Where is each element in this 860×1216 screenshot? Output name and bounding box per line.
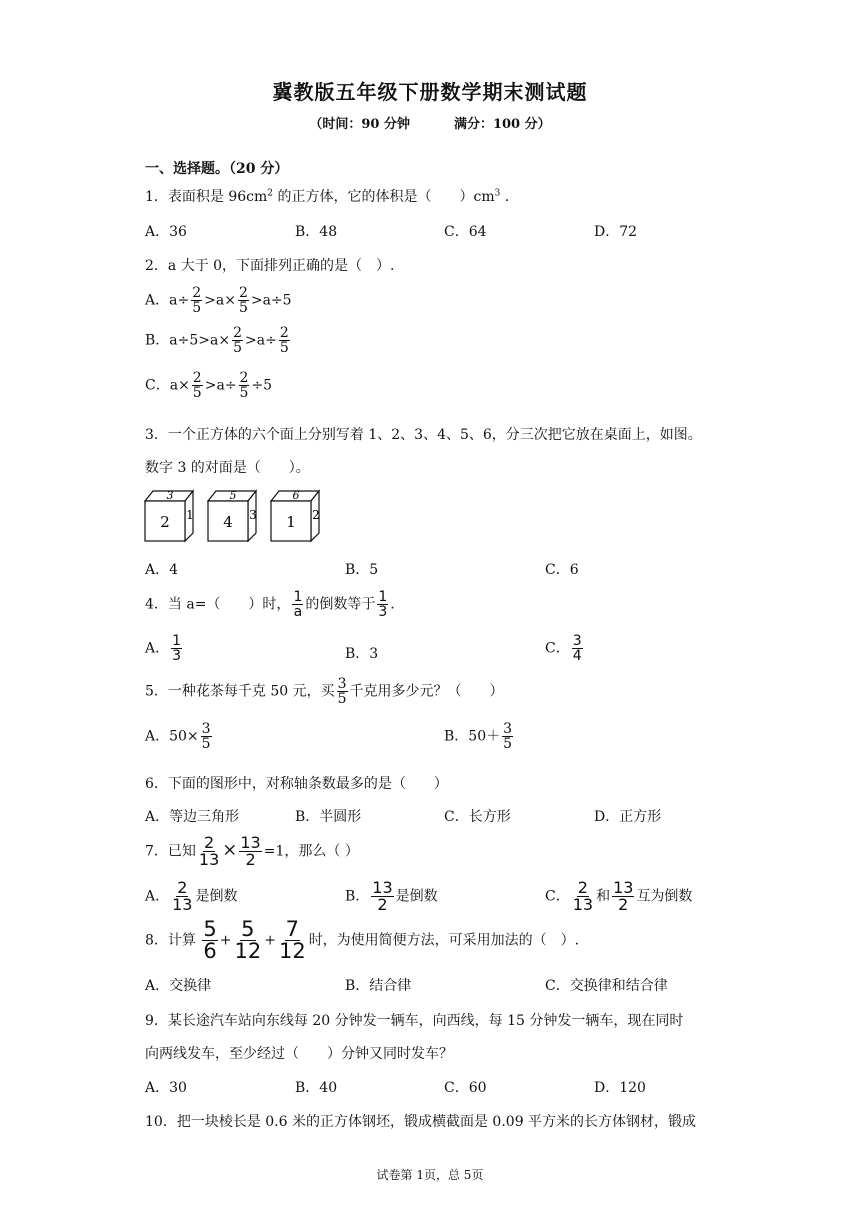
q2-option-b[interactable] — [145, 326, 292, 355]
q3-option-b[interactable]: B．5 — [345, 562, 379, 578]
fraction: $\frac{2}{13}$ — [198, 833, 220, 869]
q4-stem: 的倒数等于 — [305, 596, 376, 613]
q6-option-d[interactable]: D．正方形 — [594, 809, 662, 825]
fraction: $\frac{2}{5}$ — [233, 325, 243, 356]
fraction: $\frac{2}{5}$ — [192, 370, 202, 401]
fraction: $\frac{5}{6}$ — [203, 917, 217, 963]
q8-option-b[interactable]: B．结合律 — [345, 978, 412, 994]
q9-option-d[interactable]: D．120 — [594, 1080, 646, 1096]
exam-info — [0, 113, 860, 132]
cube-side-number: 1 — [186, 508, 194, 522]
option-text: ÷5 — [251, 377, 273, 394]
fraction: $\frac{13}{2}$ — [240, 833, 261, 869]
option-text: 是倒数 — [395, 888, 438, 905]
plus-sign: + — [219, 932, 232, 949]
question-10: 10．把一块棱长是 0.6 米的正方体钢坯，锻成横截面是 0.09 平方米的长方体钢材，锻成 — [145, 1114, 697, 1130]
fraction: $\frac{2}{5}$ — [192, 285, 202, 316]
q9-option-a[interactable]: A．30 — [145, 1080, 187, 1096]
question-2: 2．a 大于 0，下面排列正确的是（ ）. — [145, 258, 395, 274]
question-9-line1: 9．某长途汽车站向东线每 20 分钟发一辆车，向西线，每 15 分钟发一辆车，现在同时 — [145, 1013, 684, 1029]
fraction: $\frac{3}{5}$ — [503, 721, 513, 752]
option-label: A． — [145, 640, 170, 657]
q6-option-b[interactable]: B．半圆形 — [295, 809, 362, 825]
option-text: >a÷5 — [250, 292, 292, 309]
q8-option-a[interactable]: A．交换律 — [145, 978, 212, 994]
time-limit: （时间：90 分钟 — [309, 117, 410, 132]
q2-option-a[interactable] — [145, 286, 292, 315]
times-sign: × — [222, 839, 238, 861]
q1-sup: 3 — [494, 188, 501, 199]
q4-stem: . — [390, 596, 395, 613]
q7-stem: =1，那么（ ） — [263, 843, 359, 860]
q5-option-b[interactable] — [444, 722, 515, 751]
q7-option-c[interactable] — [545, 880, 692, 913]
q1-option-a[interactable]: A．36 — [145, 224, 187, 240]
q1-option-c[interactable]: C．64 — [444, 224, 487, 240]
q5-stem: 5．一种花茶每千克 50 元，买 — [145, 683, 335, 700]
question-9-line2: 向两线发车，至少经过（ ）分钟又同时发车？ — [145, 1046, 453, 1062]
q8-stem: 时，为使用简便方法，可采用加法的（ ）. — [308, 932, 580, 949]
question-5 — [145, 677, 504, 706]
fraction: $\frac{5}{12}$ — [234, 917, 262, 963]
q7-option-a[interactable] — [145, 880, 237, 913]
option-text: >a÷ — [204, 377, 237, 394]
question-4 — [145, 590, 395, 619]
cube-figures — [140, 485, 340, 545]
cube-top-number: 6 — [292, 489, 300, 502]
option-text: >a× — [204, 292, 236, 309]
q5-option-a[interactable] — [145, 722, 214, 751]
question-3-line2: 数字 3 的对面是（ ）。 — [145, 460, 310, 476]
q6-option-a[interactable]: A．等边三角形 — [145, 809, 240, 825]
q6-option-c[interactable]: C．长方形 — [444, 809, 511, 825]
fraction: $\frac{2}{5}$ — [279, 325, 289, 356]
fraction: $\frac{3}{5}$ — [201, 721, 211, 752]
q1-stem: 1．表面积是 96cm — [145, 189, 268, 205]
q4-option-a[interactable] — [145, 634, 184, 663]
q9-option-c[interactable]: C．60 — [444, 1080, 487, 1096]
q3-option-a[interactable]: A．4 — [145, 562, 179, 578]
cube-top-number: 3 — [166, 489, 174, 502]
option-label: C． — [545, 888, 570, 905]
q7-option-b[interactable] — [345, 880, 438, 913]
option-text: a× — [169, 377, 190, 394]
full-score: 满分：100 分） — [453, 117, 551, 132]
q4-option-b[interactable]: B．3 — [345, 646, 379, 662]
question-8 — [145, 919, 579, 962]
fraction: $\frac{3}{4}$ — [572, 633, 582, 664]
question-6: 6．下面的图形中，对称轴条数最多的是（ ） — [145, 776, 448, 792]
option-text: a÷5>a× — [169, 332, 231, 349]
question-7 — [145, 835, 359, 868]
q3-option-c[interactable]: C．6 — [545, 562, 579, 578]
option-label: C． — [545, 640, 570, 657]
q2-option-c[interactable] — [145, 371, 272, 400]
option-label: C． — [145, 377, 170, 394]
q7-stem: 7．已知 — [145, 843, 196, 860]
option-text: >a÷ — [245, 332, 277, 349]
option-text: a÷ — [169, 292, 190, 309]
question-1 — [145, 186, 519, 206]
option-label: A． — [145, 888, 170, 905]
q4-option-c[interactable] — [545, 634, 585, 663]
cube-front-number: 2 — [160, 513, 170, 531]
option-text: 和 — [596, 888, 611, 905]
fraction: $\frac{1}{3}$ — [378, 589, 388, 620]
fraction: $\frac{7}{12}$ — [278, 917, 306, 963]
option-text: 是倒数 — [195, 888, 238, 905]
cube-side-number: 3 — [249, 508, 257, 522]
cube-2 — [208, 489, 257, 541]
cube-front-number: 4 — [223, 513, 233, 531]
option-text: 互为倒数 — [636, 888, 693, 905]
q4-stem: 4．当 a=（ ）时， — [145, 596, 291, 613]
q1-option-b[interactable]: B．48 — [295, 224, 338, 240]
option-label: B． — [145, 332, 170, 349]
fraction: $\frac{3}{5}$ — [337, 676, 347, 707]
fraction: $\frac{2}{5}$ — [238, 285, 248, 316]
fraction: $\frac{2}{13}$ — [172, 878, 193, 914]
cube-1 — [145, 489, 194, 541]
q9-option-b[interactable]: B．40 — [295, 1080, 338, 1096]
q1-stem: ． — [500, 189, 519, 205]
question-3-line1: 3．一个正方体的六个面上分别写着 1、2、3、4、5、6，分三次把它放在桌面上，如图。 — [145, 427, 702, 443]
fraction: $\frac{2}{5}$ — [239, 370, 249, 401]
cube-3 — [271, 489, 320, 541]
fraction: $\frac{1}{3}$ — [172, 633, 182, 664]
fraction: $\frac{1}{a}$ — [293, 589, 303, 620]
q5-stem: 千克用多少元？（ ） — [349, 683, 504, 700]
section-heading: 一、选择题。（20 分） — [145, 161, 289, 177]
page-footer: 试卷第 1页，总 5页 — [376, 1168, 484, 1182]
option-label: B． — [345, 888, 370, 905]
q8-stem: 8．计算 — [145, 932, 196, 949]
fraction: $\frac{13}{2}$ — [372, 878, 393, 914]
option-label: A． — [145, 292, 170, 309]
plus-sign: + — [264, 932, 276, 949]
cube-front-number: 1 — [286, 513, 296, 531]
page-title: 冀教版五年级下册数学期末测试题 — [272, 80, 588, 104]
q1-sup: 2 — [267, 188, 274, 199]
q1-option-d[interactable]: D．72 — [594, 224, 638, 240]
option-label: B．50＋ — [444, 728, 501, 745]
fraction: $\frac{2}{13}$ — [572, 878, 594, 914]
cube-side-number: 2 — [312, 508, 320, 522]
fraction: $\frac{13}{2}$ — [613, 878, 634, 914]
cube-top-number: 5 — [229, 489, 237, 502]
option-label: A．50× — [145, 728, 199, 745]
q1-stem: 的正方体，它的体积是（ ）cm — [273, 189, 495, 205]
q8-option-c[interactable]: C．交换律和结合律 — [545, 978, 668, 994]
